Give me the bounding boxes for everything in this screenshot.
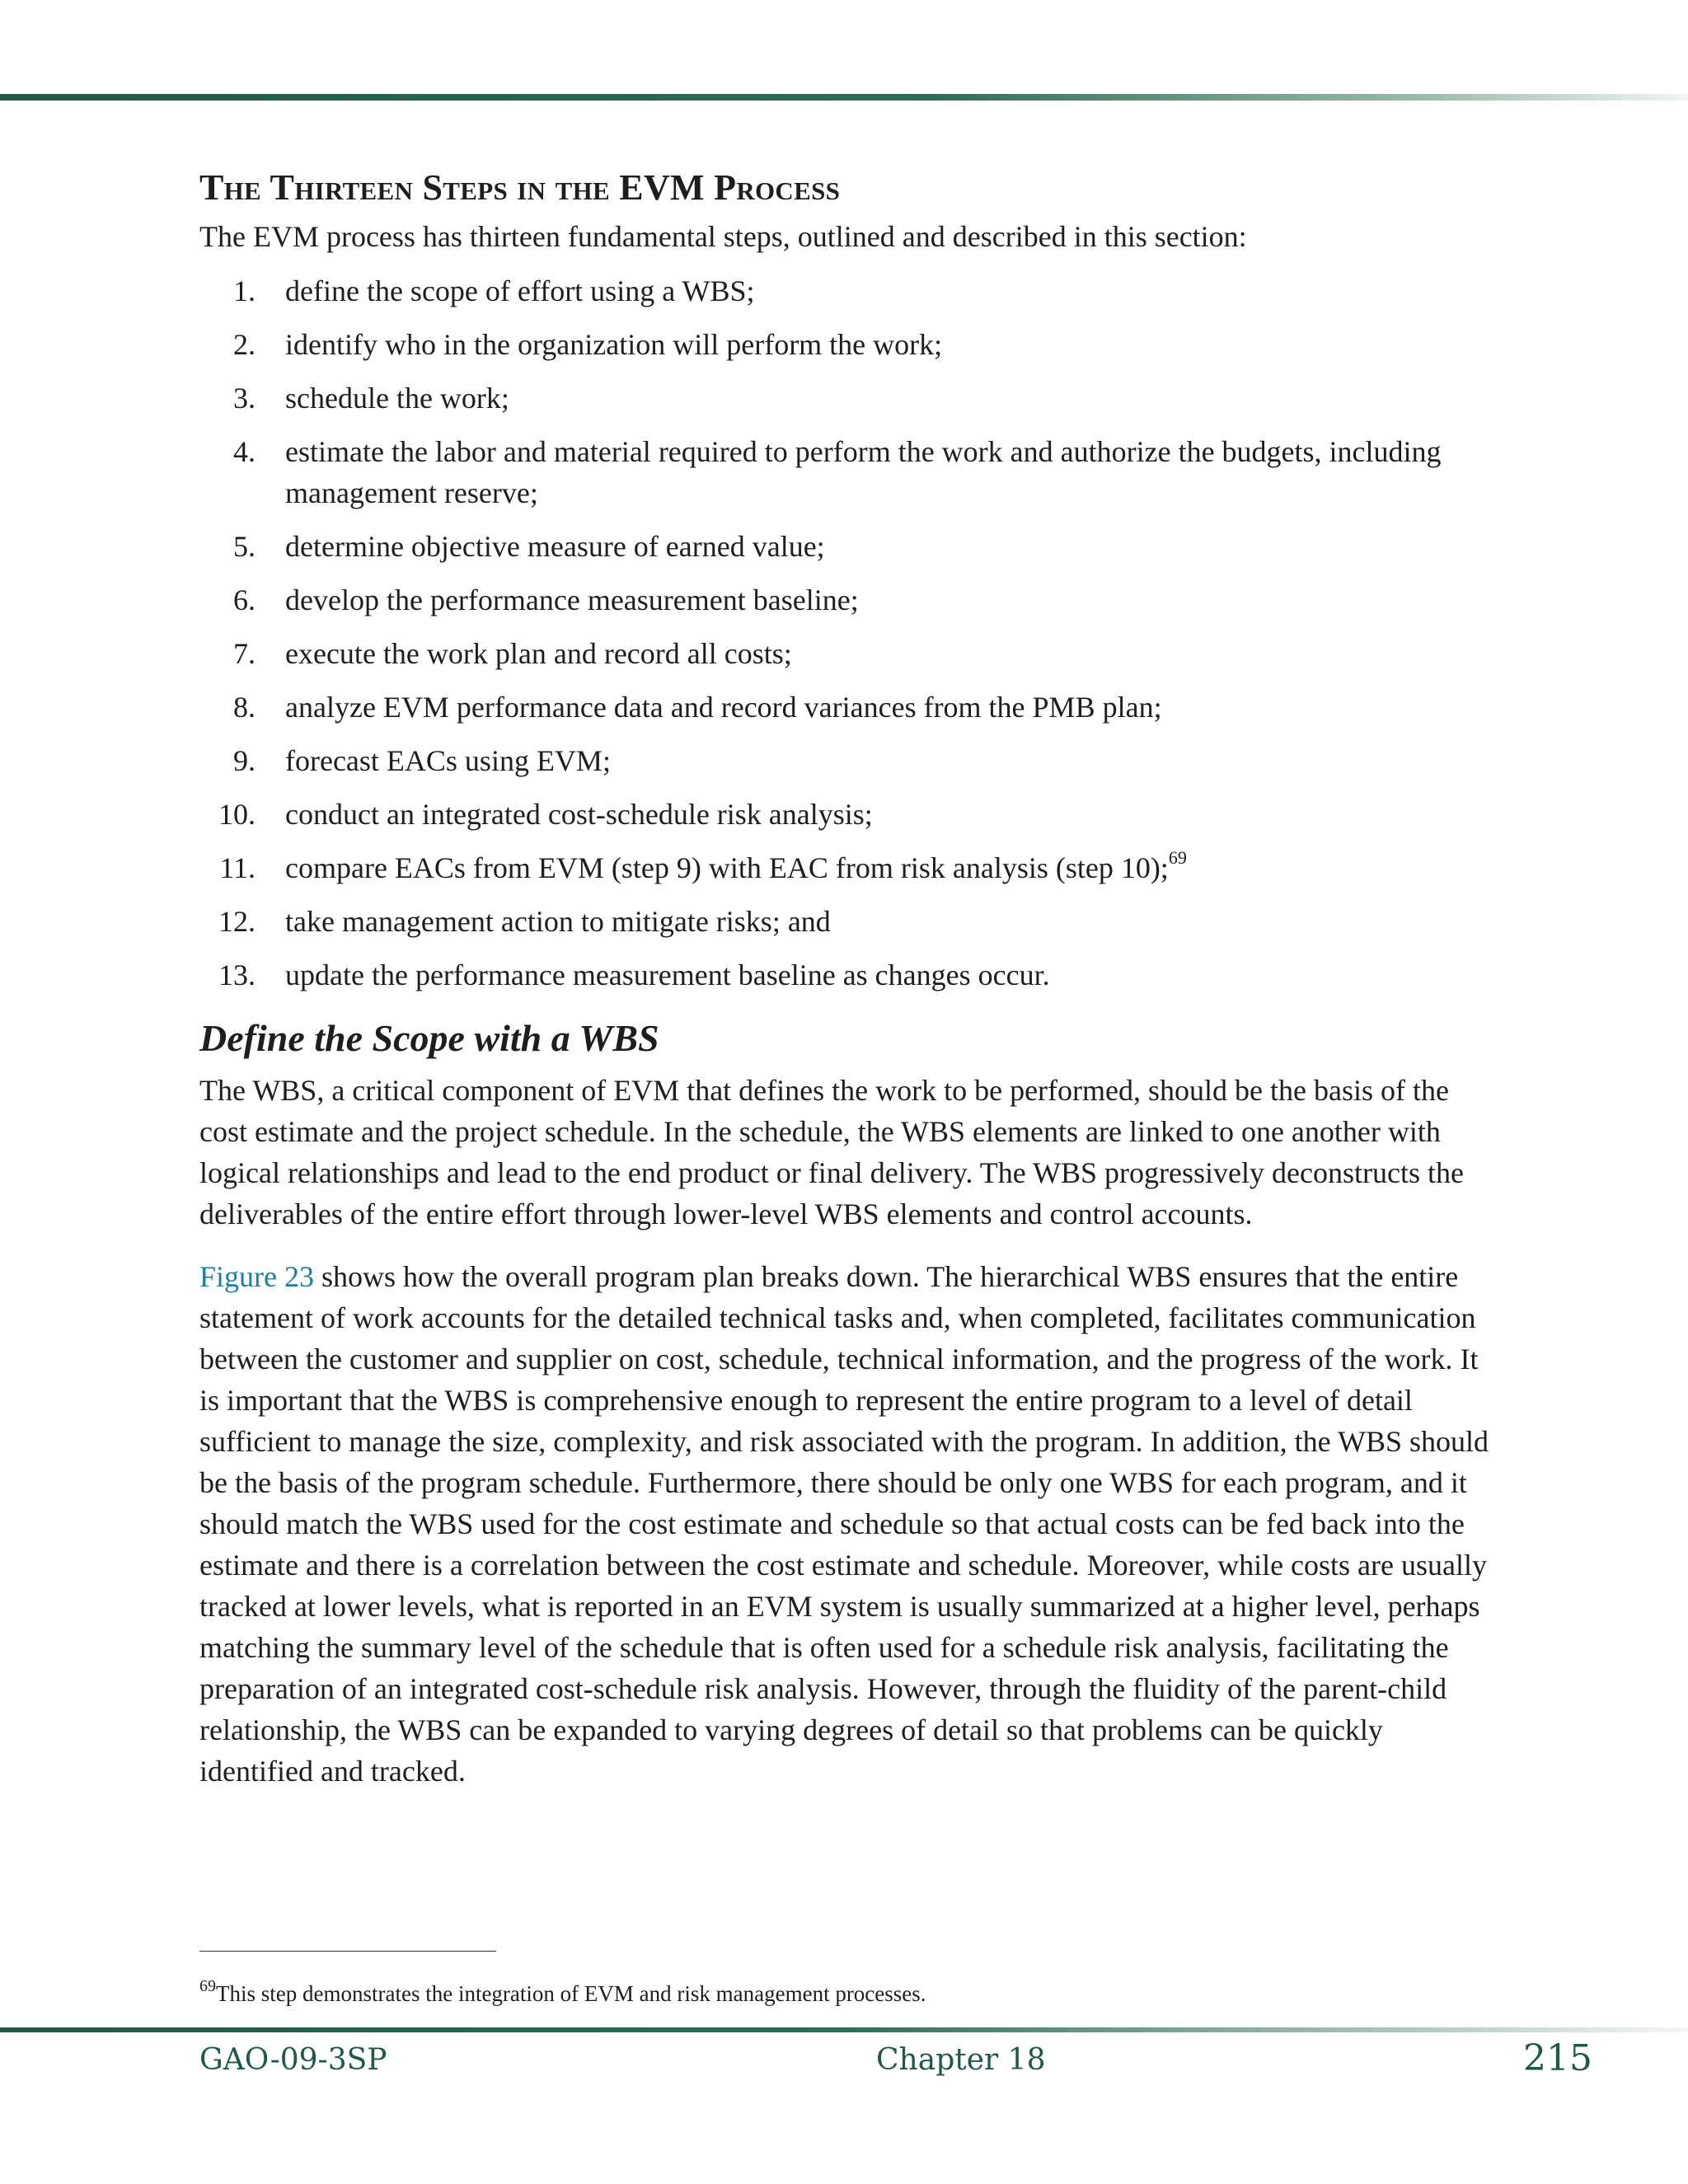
- list-item: [199, 633, 1502, 674]
- subsection-title: Define the Scope with a WBS: [199, 1017, 659, 1059]
- list-item: [199, 954, 1502, 996]
- list-item: [199, 740, 1502, 781]
- list-item: [199, 687, 1502, 728]
- step-text: forecast EACs using EVM;: [285, 744, 611, 777]
- step-number: 8.: [233, 691, 256, 724]
- step-number: 3.: [233, 382, 256, 415]
- list-item: [199, 270, 1502, 312]
- step-number: 11.: [219, 851, 256, 884]
- list-item: [199, 847, 1502, 888]
- intro-text: The EVM process has thirteen fundamental steps, outlined and described in this section:: [199, 220, 1247, 253]
- step-text: compare EACs from EVM (step 9) with EAC from risk analysis (step 10);: [285, 851, 1169, 884]
- steps-list: [199, 270, 1502, 996]
- list-item: [199, 324, 1502, 365]
- body-paragraph: [199, 1256, 1502, 1792]
- step-text: execute the work plan and record all costs;: [285, 637, 792, 670]
- step-number: 1.: [233, 274, 256, 307]
- step-number: 13.: [218, 958, 256, 991]
- top-rule: [0, 94, 1688, 101]
- step-text: take management action to mitigate risks; and: [285, 905, 831, 938]
- step-number: 2.: [233, 328, 256, 361]
- paragraph-text: shows how the overall program plan breaks down. The hierarchical WBS ensures that the entire statement of work accounts for the detailed technical tasks and, when completed, facilitates communication between the customer and supplier on cost, schedule, technical information, and the progress of the work. It is important that the WBS is comprehensive enough to represent the entire program to a level of detail sufficient to manage the size, complexity, and risk associated with the program. In addition, the WBS should be the basis of the program schedule. Furthermore, there should be only one WBS for each program, and it should match the WBS used for the cost estimate and schedule so that actual costs can be fed back into the estimate and there is a correlation between the cost estimate and schedule. Moreover, while costs are usually tracked at lower levels, what is reported in an EVM system is usually summarized at a higher level, perhaps matching the summary level of the schedule that is often used for a schedule risk analysis, facilitating the preparation of an integrated cost-schedule risk analysis. However, through the fluidity of the parent-child relationship, the WBS can be expanded to varying degrees of detail so that problems can be quickly identified and tracked.: [199, 1260, 1489, 1788]
- page-content: [199, 165, 1502, 1792]
- list-item: [199, 794, 1502, 835]
- list-item: [199, 431, 1502, 513]
- list-item: [199, 579, 1502, 621]
- footer-chapter: Chapter 18: [876, 2043, 1046, 2077]
- figure-link[interactable]: Figure 23: [199, 1260, 314, 1293]
- step-text: update the performance measurement baseline as changes occur.: [285, 958, 1050, 991]
- step-text: identify who in the organization will perform the work;: [285, 328, 943, 361]
- step-number: 10.: [218, 798, 256, 831]
- page-number: 215: [1523, 2037, 1592, 2079]
- footnote-ref[interactable]: 69: [1168, 847, 1187, 868]
- step-text: conduct an integrated cost-schedule risk analysis;: [285, 798, 873, 831]
- step-text: develop the performance measurement baseline;: [285, 583, 859, 616]
- step-number: 12.: [218, 905, 256, 938]
- step-text: schedule the work;: [285, 382, 509, 415]
- section-title: The Thirteen Steps in the EVM Process: [199, 167, 841, 208]
- step-number: 4.: [233, 435, 256, 468]
- body-paragraph: The WBS, a critical component of EVM that defines the work to be performed, should be the basis of the cost estimate and the project schedule. In the schedule, the WBS elements are linked to one another with logical relationships and lead to the end product or final delivery. The WBS progressively deconstructs the deliverables of the entire effort through lower-level WBS elements and control accounts.: [199, 1074, 1464, 1230]
- step-text: analyze EVM performance data and record variances from the PMB plan;: [285, 691, 1162, 724]
- step-number: 7.: [233, 637, 256, 670]
- step-number: 9.: [233, 744, 256, 777]
- footnote: [199, 1971, 1436, 2010]
- footnote-number: 69: [199, 1977, 216, 1995]
- list-item: [199, 526, 1502, 567]
- list-item: [199, 377, 1502, 419]
- footnote-text: This step demonstrates the integration of EVM and risk management processes.: [216, 1981, 926, 2006]
- step-text: define the scope of effort using a WBS;: [285, 274, 755, 307]
- footer-doc-id: GAO-09-3SP: [199, 2043, 387, 2077]
- step-text: determine objective measure of earned value;: [285, 530, 825, 563]
- step-number: 5.: [233, 530, 256, 563]
- step-text: estimate the labor and material required to perform the work and authorize the budgets, including management reserve;: [285, 435, 1442, 509]
- step-number: 6.: [233, 583, 256, 616]
- footnote-divider: [199, 1951, 496, 1952]
- list-item: [199, 901, 1502, 942]
- bottom-rule: [0, 2027, 1688, 2032]
